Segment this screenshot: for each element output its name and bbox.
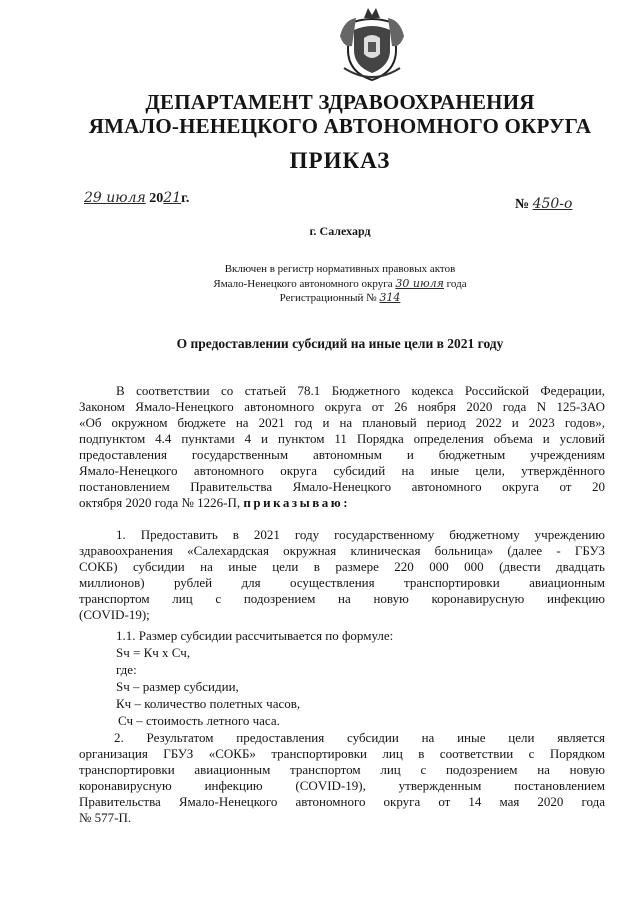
preamble-line: предоставления государственным автономным и бюджетным учреждениям (79, 447, 605, 462)
registration-stamp-line2 (130, 277, 550, 290)
date-year-suffix: г. (181, 191, 190, 206)
preamble-line: подпунктом 4.4 пунктами 4 и пунктом 11 Порядка определения объема и условий (79, 431, 605, 446)
handwritten-year: 21 (163, 190, 182, 206)
item1-line: транспортом лиц с подозрением на новую коронавирусную инфекцию (79, 591, 605, 606)
formula-definition: Кч – количество полетных часов, (116, 696, 301, 711)
order-subject: О предоставлении субсидий на иные цели в 2021 году (176, 336, 504, 351)
preamble-line: Ямало-Ненецкого автономного округа субсидий на иные цели, утверждённого (79, 463, 605, 478)
item1-line: (COVID-19); (79, 607, 150, 622)
date-year-prefix: 20 (149, 191, 164, 206)
order-word: приказываю: (243, 495, 351, 510)
document-title: ПРИКАЗ (289, 148, 391, 173)
department-name-line1: ДЕПАРТАМЕНТ ЗДРАВООХРАНЕНИЯ (145, 90, 535, 114)
item1-line: СОКБ) субсидии на иные цели в размере 220 000 000 (двести двадцать (79, 559, 605, 574)
handwritten-date: 29 июля (84, 190, 146, 206)
item1-1-intro: 1.1. Размер субсидии рассчитывается по формуле: (116, 628, 394, 643)
handwritten-number: 450-о (532, 196, 573, 212)
registration-handwritten-number: 314 (379, 291, 401, 304)
registration-number-label: Регистрационный № (279, 292, 377, 304)
item1-line: 1. Предоставить в 2021 году государственному бюджетному учреждению (116, 527, 605, 542)
item1-line: миллионов) рублей для осуществления транспортировки авиационным (79, 575, 605, 590)
preamble-line: «Об окружном бюджете на 2021 год и на плановый период 2022 и 2023 годов», (79, 415, 605, 430)
coat-of-arms-emblem (334, 6, 410, 84)
item2-line: транспортировки авиационным транспортом лиц с подозрением на новую (79, 762, 605, 777)
formula-where: где: (116, 662, 137, 677)
order-date (84, 190, 189, 207)
item2-line: 2. Результатом предоставления субсидии на иные цели является (114, 730, 605, 745)
formula-definition: Sч – размер субсидии, (116, 679, 239, 694)
number-label: № (515, 197, 530, 212)
preamble-line: октября 2020 года № 1226-П, (79, 495, 241, 510)
registration-year-word: года (446, 278, 467, 290)
registration-handwritten-date: 30 июля (395, 277, 444, 290)
item1-line: здравоохранения «Салехардская окружная клиническая больница» (далее - ГБУЗ (79, 543, 605, 558)
preamble-line: В соответствии со статьей 78.1 Бюджетного кодекса Российской Федерации, (116, 383, 605, 398)
registration-stamp-line3 (130, 291, 550, 304)
preamble-line: Законом Ямало-Ненецкого автономного округа от 26 ноября 2020 года N 125-ЗАО (79, 399, 605, 414)
registration-region: Ямало-Ненецкого автономного округа (213, 278, 393, 290)
city-name: г. Салехард (309, 224, 371, 238)
item2-line: организация ГБУЗ «СОКБ» транспортировки лиц в соответствии с Порядком (79, 746, 605, 761)
item2-line: № 577-П. (79, 810, 132, 825)
item2-line: Правительства Ямало-Ненецкого автономного округа от 14 мая 2020 года (79, 794, 605, 809)
order-number (515, 196, 572, 213)
formula-definition: Сч – стоимость летного часа. (118, 713, 280, 728)
item2-line: коронавирусную инфекцию (COVID-19), утвержденным постановлением (79, 778, 605, 793)
formula: Sч = Кч х Сч, (116, 645, 191, 660)
department-name-line2: ЯМАЛО-НЕНЕЦКОГО АВТОНОМНОГО ОКРУГА (88, 114, 592, 138)
preamble-line: постановлением Правительства Ямало-Ненецкого автономного округа от 20 (79, 479, 605, 494)
registration-stamp-line1: Включен в регистр нормативных правовых актов (224, 263, 456, 275)
preamble-last-line (79, 495, 605, 511)
